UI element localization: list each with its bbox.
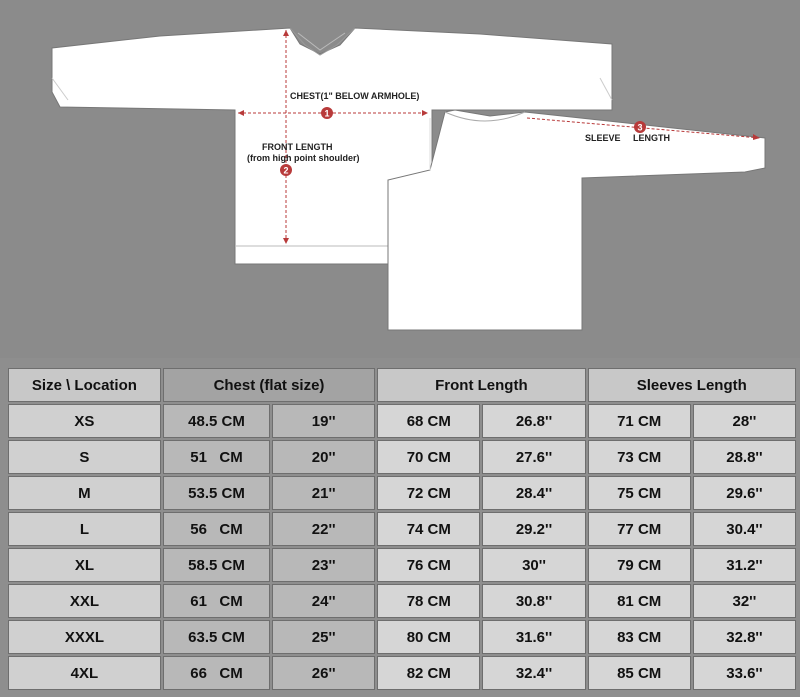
- cell-sleeve-cm: 71 CM: [588, 404, 691, 438]
- cell-sleeve-cm: 73 CM: [588, 440, 691, 474]
- cell-chest-cm: 58.5 CM: [163, 548, 270, 582]
- svg-text:3: 3: [637, 122, 643, 133]
- cell-sleeve-cm: 75 CM: [588, 476, 691, 510]
- header-front-length: Front Length: [377, 368, 585, 402]
- cell-chest-cm: 56 CM: [163, 512, 270, 546]
- table-header-row: [8, 368, 796, 402]
- table-row: [8, 620, 796, 654]
- cell-front-in: 30.8'': [482, 584, 585, 618]
- table-row: [8, 584, 796, 618]
- cell-size: 4XL: [8, 656, 161, 690]
- cell-sleeve-in: 32.8'': [693, 620, 796, 654]
- cell-chest-in: 24'': [272, 584, 375, 618]
- sleeve-label: SLEEVE LENGTH: [585, 133, 671, 143]
- cell-front-cm: 74 CM: [377, 512, 480, 546]
- cell-chest-in: 26'': [272, 656, 375, 690]
- cell-size: XXXL: [8, 620, 161, 654]
- cell-front-in: 26.8'': [482, 404, 585, 438]
- table-row: [8, 476, 796, 510]
- cell-front-cm: 68 CM: [377, 404, 480, 438]
- table-row: [8, 404, 796, 438]
- marker-2: [280, 164, 292, 176]
- front-length-sublabel: (from high point shoulder): [247, 153, 360, 163]
- cell-chest-cm: 51 CM: [163, 440, 270, 474]
- cell-size: XS: [8, 404, 161, 438]
- size-chart: [0, 358, 800, 697]
- cell-front-cm: 72 CM: [377, 476, 480, 510]
- marker-1: [321, 107, 333, 119]
- cell-size: M: [8, 476, 161, 510]
- cell-chest-in: 23'': [272, 548, 375, 582]
- front-length-label: FRONT LENGTH: [262, 142, 333, 152]
- table-row: [8, 512, 796, 546]
- cell-chest-cm: 61 CM: [163, 584, 270, 618]
- cell-sleeve-cm: 81 CM: [588, 584, 691, 618]
- table-row: [8, 656, 796, 690]
- cell-chest-cm: 66 CM: [163, 656, 270, 690]
- cell-chest-in: 22'': [272, 512, 375, 546]
- cell-front-in: 32.4'': [482, 656, 585, 690]
- back-jersey: [388, 110, 765, 330]
- marker-3: [634, 121, 646, 133]
- cell-sleeve-in: 29.6'': [693, 476, 796, 510]
- cell-size: L: [8, 512, 161, 546]
- cell-front-cm: 78 CM: [377, 584, 480, 618]
- svg-text:1: 1: [324, 108, 330, 119]
- cell-front-in: 30'': [482, 548, 585, 582]
- cell-front-in: 28.4'': [482, 476, 585, 510]
- cell-chest-in: 21'': [272, 476, 375, 510]
- cell-sleeve-in: 28'': [693, 404, 796, 438]
- table-row: [8, 548, 796, 582]
- size-table: [6, 366, 798, 692]
- chest-label: CHEST(1" BELOW ARMHOLE): [290, 91, 420, 101]
- cell-sleeve-in: 31.2'': [693, 548, 796, 582]
- cell-front-in: 31.6'': [482, 620, 585, 654]
- cell-chest-cm: 53.5 CM: [163, 476, 270, 510]
- cell-chest-in: 20'': [272, 440, 375, 474]
- cell-size: XXL: [8, 584, 161, 618]
- cell-sleeve-in: 30.4'': [693, 512, 796, 546]
- header-chest: Chest (flat size): [163, 368, 375, 402]
- cell-sleeve-cm: 83 CM: [588, 620, 691, 654]
- cell-front-cm: 80 CM: [377, 620, 480, 654]
- cell-size: S: [8, 440, 161, 474]
- cell-chest-cm: 63.5 CM: [163, 620, 270, 654]
- cell-front-cm: 82 CM: [377, 656, 480, 690]
- header-sleeves-length: Sleeves Length: [588, 368, 796, 402]
- cell-sleeve-in: 33.6'': [693, 656, 796, 690]
- cell-front-cm: 76 CM: [377, 548, 480, 582]
- cell-front-cm: 70 CM: [377, 440, 480, 474]
- cell-chest-in: 19'': [272, 404, 375, 438]
- cell-sleeve-in: 32'': [693, 584, 796, 618]
- header-size-location: Size \ Location: [8, 368, 161, 402]
- cell-sleeve-in: 28.8'': [693, 440, 796, 474]
- cell-chest-in: 25'': [272, 620, 375, 654]
- cell-size: XL: [8, 548, 161, 582]
- cell-sleeve-cm: 79 CM: [588, 548, 691, 582]
- cell-sleeve-cm: 85 CM: [588, 656, 691, 690]
- cell-sleeve-cm: 77 CM: [588, 512, 691, 546]
- cell-front-in: 29.2'': [482, 512, 585, 546]
- cell-front-in: 27.6'': [482, 440, 585, 474]
- svg-text:2: 2: [283, 165, 289, 176]
- cell-chest-cm: 48.5 CM: [163, 404, 270, 438]
- table-row: [8, 440, 796, 474]
